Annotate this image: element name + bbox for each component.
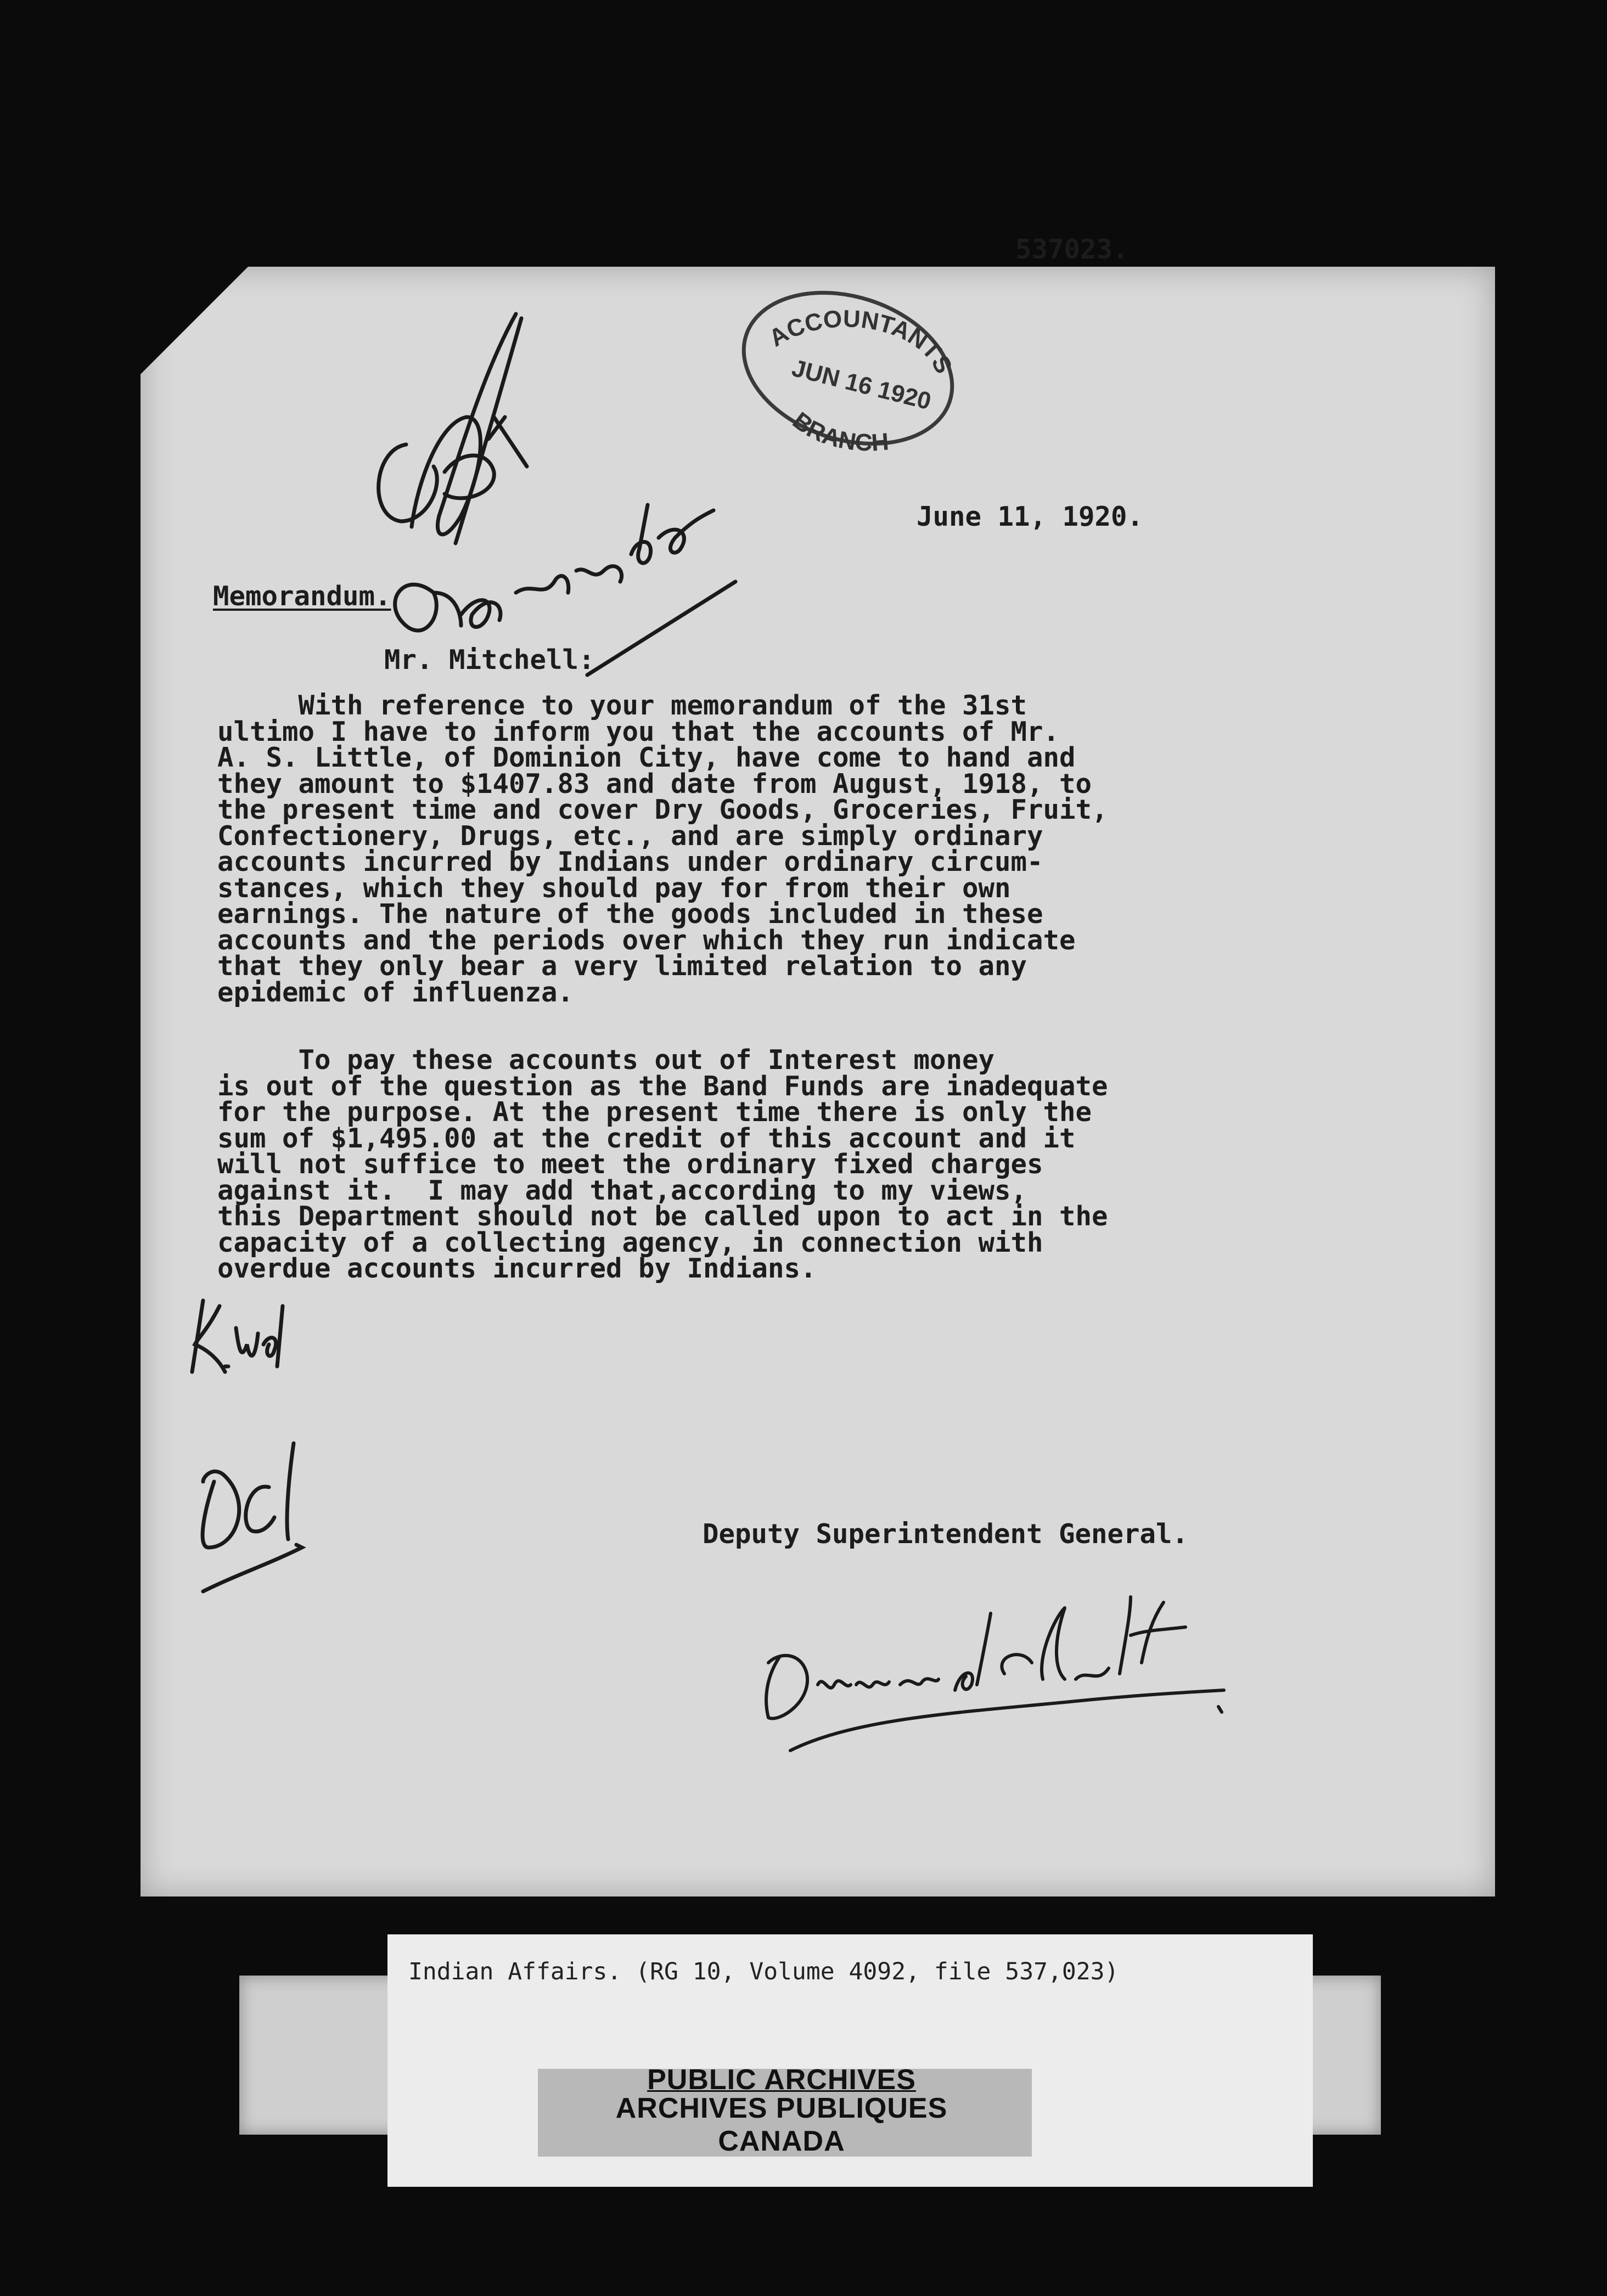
memo-addressee: Mr. Mitchell: [384, 644, 595, 676]
margin-initials-2 [192, 1438, 313, 1602]
stamp-line-1: ACCOUNTANTS [764, 305, 958, 378]
stamp-date: JUN 16 1920 [789, 354, 934, 415]
memo-paragraph-2: To pay these accounts out of Interest money is out of the question as the Band Funds are inadequate for the purpose. At the present time there is only the sum of $1,495.00 at the credit of this account and it will not suffice to meet the ordinary fixed charges against it. I may add that,according to my views, this Department should not be called upon to act in the capacity of a collecting agency, in connection with overdue accounts incurred by Indians. [217, 1044, 1108, 1284]
archive-label-line-3: CANADA [718, 2125, 845, 2157]
stamp-line-3: BRANCH [787, 407, 890, 457]
signature-title: Deputy Superintendent General. [703, 1518, 1189, 1550]
archive-label-line-1: PUBLIC ARCHIVES [647, 2064, 916, 2096]
memo-paragraph-1: With reference to your memorandum of the 31st ultimo I have to inform you that the accounts of Mr. A. S. Little, of Dominion City, have come to hand and they amount to $1407.83 and date from August, 1918, to the present time and cover Dry Goods, Groceries, Fruit, Confectionery, Drugs, etc., and are simply ordinary accounts incurred by Indians under ordinary circum- stances, which they should pay for from their own earnings. The nature of the goods included in these accounts and the periods over which they run indicate that they only bear a very limited relation to any epidemic of influenza. [217, 690, 1108, 1008]
archive-label-line-2: ARCHIVES PUBLIQUES [615, 2092, 948, 2124]
file-number: 537023. [1015, 234, 1129, 265]
memo-heading: Memorandum. [213, 581, 391, 612]
signature [746, 1575, 1257, 1783]
memo-date: June 11, 1920. [917, 501, 1144, 532]
margin-initials-1 [181, 1284, 307, 1383]
archive-reference: Indian Affairs. (RG 10, Volume 4092, file 537,023) [408, 1958, 1119, 1985]
svg-text:BRANCH [788, 407, 890, 457]
